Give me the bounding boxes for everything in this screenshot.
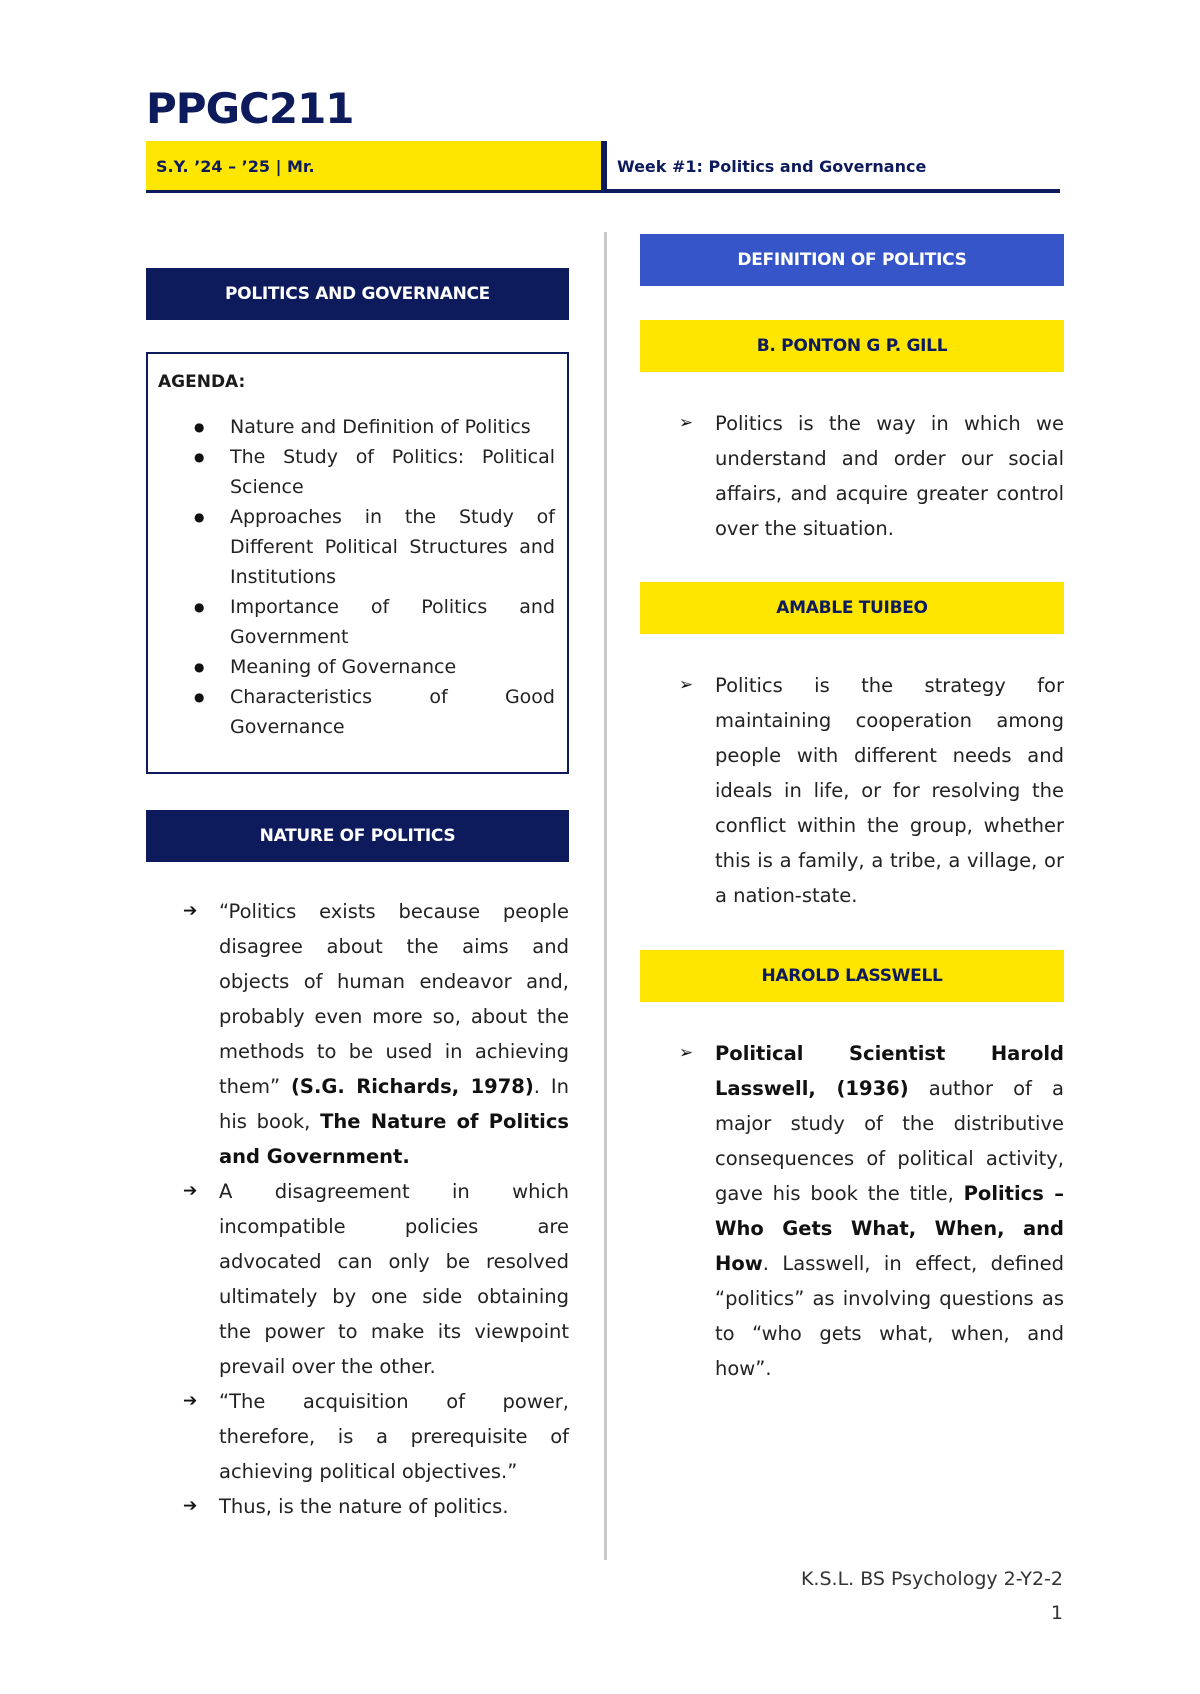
definition-point <box>679 1036 1064 1386</box>
definition-text: . Lasswell, in effect, defined “politics” as involving questions as to “who gets what, when, and how”. <box>715 1252 1064 1380</box>
nature-point-text: . In his book, <box>219 1075 569 1133</box>
definition-point <box>679 406 1064 546</box>
nature-of-politics-banner <box>146 810 569 862</box>
arrow-bullet-icon: ➔ <box>183 901 198 921</box>
definition-point <box>679 668 1064 913</box>
agenda-box <box>146 352 569 774</box>
nature-point-text: Thus, is the nature of politics. <box>219 1495 509 1518</box>
arrowhead-bullet-icon: ➢ <box>679 675 694 695</box>
agenda-item: ● Importance of Politics and Government <box>158 592 555 652</box>
nature-point <box>183 1384 569 1489</box>
arrow-bullet-icon: ➔ <box>183 1181 198 1201</box>
agenda-item: ● Approaches in the Study of Different Political Structures and Institutions <box>158 502 555 592</box>
arrow-bullet-icon: ➔ <box>183 1391 198 1411</box>
footer-credit: K.S.L. BS Psychology 2-Y2-2 <box>800 1568 1063 1590</box>
agenda-item: ● Meaning of Governance <box>158 652 555 682</box>
agenda-item: ● Nature and Definition of Politics <box>158 412 555 442</box>
nature-of-politics-banner-label: NATURE OF POLITICS <box>259 826 456 846</box>
arrowhead-bullet-icon: ➢ <box>679 1043 694 1063</box>
arrow-bullet-icon: ➔ <box>183 1496 198 1516</box>
page-number: 1 <box>1050 1602 1063 1624</box>
header-bar <box>146 141 1060 197</box>
author-banner-ponton-gill <box>640 320 1064 372</box>
nature-point-text: “The acquisition of power, therefore, is a prerequisite of achieving political objectives.” <box>219 1390 569 1483</box>
author-name: AMABLE TUIBEO <box>776 598 928 618</box>
column-divider <box>604 232 607 1560</box>
course-code-title: PPGC211 <box>146 84 354 133</box>
author-name: HAROLD LASSWELL <box>761 966 943 986</box>
nature-points-list <box>183 894 569 1524</box>
nature-point <box>183 894 569 1174</box>
agenda-title: AGENDA: <box>158 372 246 392</box>
school-year-label: S.Y. ’24 – ’25 | Mr. <box>156 157 315 176</box>
definition-text: Politics is the strategy for maintaining cooperation among people with different needs and ideals in life, or for resolving the conflict within the group, whether this is a family, a tribe, a village, or a nation-state. <box>715 674 1064 907</box>
politics-governance-banner <box>146 268 569 320</box>
definition-text: Politics is the way in which we understand and order our social affairs, and acquire greater control over the situation. <box>715 412 1064 540</box>
agenda-item: ● Characteristics of Good Governance <box>158 682 555 742</box>
nature-point-text: “Politics exists because people disagree about the aims and objects of human endeavor and, probably even more so, about the methods to be used in achieving them” <box>219 900 569 1098</box>
agenda-item: ● The Study of Politics: Political Science <box>158 442 555 502</box>
definition-banner-label: DEFINITION OF POLITICS <box>737 250 967 270</box>
lasswell-citation: Political Scientist Harold Lasswell, (1936) <box>715 1042 1064 1100</box>
lasswell-book-title: Politics – Who Gets What, When, and How <box>715 1182 1064 1275</box>
definition-text: author of a major study of the distributive consequences of political activity, gave his book the title, <box>715 1077 1064 1205</box>
author-banner-tuibeo <box>640 582 1064 634</box>
author-banner-lasswell <box>640 950 1064 1002</box>
definition-banner <box>640 234 1064 286</box>
nature-point <box>183 1174 569 1384</box>
agenda-list <box>158 412 555 742</box>
nature-point <box>183 1489 569 1524</box>
author-name: B. PONTON G P. GILL <box>756 336 948 356</box>
week-topic-label: Week #1: Politics and Governance <box>617 157 927 176</box>
nature-point-text: A disagreement in which incompatible policies are advocated can only be resolved ultimately by one side obtaining the power to make its viewpoint prevail over the other. <box>219 1180 569 1378</box>
lasswell-points <box>679 1036 1064 1386</box>
header-right-cell <box>607 141 1060 193</box>
ponton-gill-points <box>679 406 1064 546</box>
book-title: The Nature of Politics and Government. <box>219 1110 569 1168</box>
citation-richards: (S.G. Richards, 1978) <box>290 1075 534 1098</box>
header-left-cell <box>146 141 601 193</box>
tuibeo-points <box>679 668 1064 913</box>
politics-governance-banner-label: POLITICS AND GOVERNANCE <box>225 284 490 304</box>
arrowhead-bullet-icon: ➢ <box>679 413 694 433</box>
